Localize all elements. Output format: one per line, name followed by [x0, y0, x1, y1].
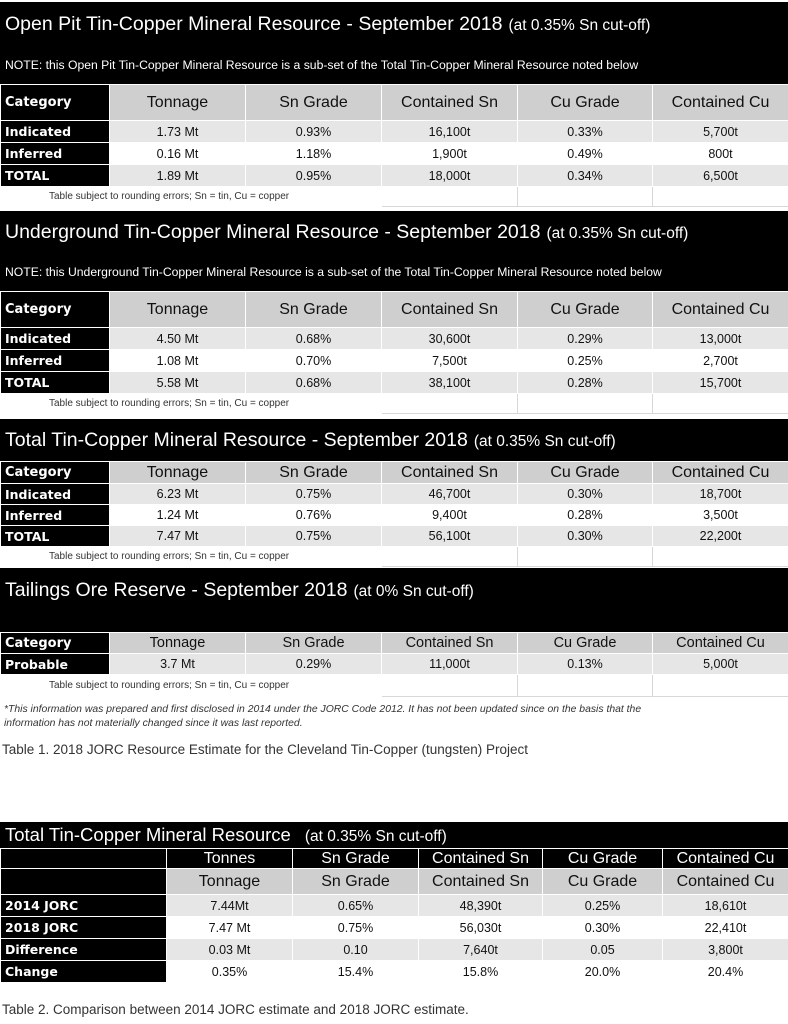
- header-row: [1, 85, 788, 121]
- cell-contained-sn: 16,100t: [382, 121, 518, 143]
- cell-contained-cu: 15,700t: [653, 372, 788, 394]
- footer-blank: [382, 547, 518, 567]
- table-row: [1, 328, 788, 350]
- cell-cu-grade: 0.13%: [518, 654, 653, 675]
- cell-contained-sn: 30,600t: [382, 328, 518, 350]
- section-cutoff: (at 0.35% Sn cut-off): [304, 828, 447, 845]
- row-category: TOTAL: [1, 165, 110, 187]
- header-row-top: [1, 849, 788, 869]
- rounding-note: Table subject to rounding errors; Sn = tin, Cu = copper: [1, 547, 382, 567]
- rounding-note: Table subject to rounding errors; Sn = tin, Cu = copper: [1, 394, 382, 414]
- row-category: TOTAL: [1, 372, 110, 394]
- cell-sn-grade: 0.95%: [246, 165, 382, 187]
- table-1-caption: Table 1. 2018 JORC Resource Estimate for the Cleveland Tin-Copper (tungsten) Project: [2, 742, 529, 757]
- comparison-title-bar: [0, 822, 788, 848]
- cell-contained-sn: 56,100t: [382, 526, 518, 547]
- table-row: [1, 121, 788, 143]
- cell-contained-sn: 56,030t: [419, 917, 543, 939]
- cell-tonnage: 0.16 Mt: [110, 143, 246, 165]
- cell-tonnage: 0.03 Mt: [167, 939, 293, 961]
- header-contained-cu: Contained Cu: [653, 462, 788, 484]
- cell-cu-grade: 0.30%: [518, 484, 653, 505]
- header-contained-sn: Contained Sn: [382, 292, 518, 328]
- header-row-sub: [1, 869, 788, 895]
- open-pit-note: [0, 46, 788, 84]
- header-row: [1, 292, 788, 328]
- cell-contained-cu: 22,200t: [653, 526, 788, 547]
- header-category: Category: [1, 85, 110, 121]
- disclaimer-line-1: *This information was prepared and first disclosed in 2014 under the JORC Code 2012. It has not been updated since on the basis that the: [4, 704, 642, 715]
- cell-tonnage: 7.44Mt: [167, 895, 293, 917]
- table-row: [1, 350, 788, 372]
- header-contained-cu: Contained Cu: [653, 292, 788, 328]
- header-sn-grade: Sn Grade: [246, 462, 382, 484]
- table-row: [1, 143, 788, 165]
- header-tonnes: Tonnes: [167, 849, 293, 869]
- cell-cu-grade: 0.05: [543, 939, 663, 961]
- cell-contained-sn: 38,100t: [382, 372, 518, 394]
- open-pit-table: [0, 84, 788, 207]
- underground-section: [0, 211, 788, 414]
- comparison-table: [0, 848, 788, 983]
- table-row: [1, 917, 788, 939]
- row-category: Inferred: [1, 505, 110, 526]
- cell-cu-grade: 0.33%: [518, 121, 653, 143]
- total-table: [0, 461, 788, 567]
- table-row: [1, 372, 788, 394]
- section-title: Total Tin-Copper Mineral Resource: [5, 824, 291, 845]
- header-category: Category: [1, 462, 110, 484]
- header-contained-sn: Contained Sn: [419, 849, 543, 869]
- cell-contained-cu: 5,700t: [653, 121, 788, 143]
- cell-contained-sn: 15.8%: [419, 961, 543, 983]
- cell-contained-sn: 18,000t: [382, 165, 518, 187]
- cell-sn-grade: 1.18%: [246, 143, 382, 165]
- cell-contained-sn: 11,000t: [382, 654, 518, 675]
- cell-contained-cu: 800t: [653, 143, 788, 165]
- cell-tonnage: 1.89 Mt: [110, 165, 246, 187]
- cell-sn-grade: 0.65%: [293, 895, 419, 917]
- table-row: [1, 895, 788, 917]
- footer-blank: [653, 675, 788, 697]
- header-tonnage: Tonnage: [110, 462, 246, 484]
- cell-sn-grade: 0.75%: [246, 484, 382, 505]
- header-blank: [1, 849, 167, 869]
- header-sn-grade: Sn Grade: [293, 869, 419, 895]
- table-row: [1, 484, 788, 505]
- cell-sn-grade: 0.70%: [246, 350, 382, 372]
- row-category: Indicated: [1, 121, 110, 143]
- cell-tonnage: 5.58 Mt: [110, 372, 246, 394]
- cell-tonnage: 0.35%: [167, 961, 293, 983]
- header-cu-grade: Cu Grade: [518, 462, 653, 484]
- header-tonnage: Tonnage: [110, 292, 246, 328]
- header-contained-cu: Contained Cu: [653, 85, 788, 121]
- disclaimer-line-2: information has not materially changed since it was last reported.: [4, 718, 303, 729]
- section-cutoff: (at 0.35% Sn cut-off): [508, 17, 651, 34]
- row-category: TOTAL: [1, 526, 110, 547]
- footer-blank: [518, 394, 653, 414]
- cell-cu-grade: 0.28%: [518, 505, 653, 526]
- header-contained-sn: Contained Sn: [382, 85, 518, 121]
- footer-blank: [653, 547, 788, 567]
- header-contained-cu: Contained Cu: [663, 849, 788, 869]
- cell-tonnage: 1.73 Mt: [110, 121, 246, 143]
- table-row: [1, 526, 788, 547]
- row-category: Indicated: [1, 484, 110, 505]
- disclaimer: [0, 703, 788, 731]
- header-cu-grade: Cu Grade: [518, 85, 653, 121]
- row-category: Inferred: [1, 143, 110, 165]
- cell-contained-cu: 20.4%: [663, 961, 788, 983]
- underground-note: [0, 253, 788, 291]
- row-category: Probable: [1, 654, 110, 675]
- cell-contained-cu: 6,500t: [653, 165, 788, 187]
- cell-tonnage: 1.24 Mt: [110, 505, 246, 526]
- header-sn-grade: Sn Grade: [246, 85, 382, 121]
- cell-contained-cu: 22,410t: [663, 917, 788, 939]
- cell-cu-grade: 0.49%: [518, 143, 653, 165]
- row-category: Indicated: [1, 328, 110, 350]
- header-row: [1, 462, 788, 484]
- section-title: Tailings Ore Reserve - September 2018: [5, 579, 348, 601]
- underground-table: [0, 291, 788, 414]
- header-contained-sn: Contained Sn: [382, 462, 518, 484]
- header-tonnage: Tonnage: [110, 85, 246, 121]
- cell-tonnage: 3.7 Mt: [110, 654, 246, 675]
- footer-row: [1, 187, 788, 207]
- header-cu-grade: Cu Grade: [518, 633, 653, 654]
- rounding-note: Table subject to rounding errors; Sn = tin, Cu = copper: [1, 675, 382, 697]
- section-title: Underground Tin-Copper Mineral Resource - September 2018: [5, 221, 541, 243]
- header-category: Category: [1, 633, 110, 654]
- footer-blank: [382, 675, 518, 697]
- cell-sn-grade: 0.68%: [246, 372, 382, 394]
- cell-cu-grade: 0.34%: [518, 165, 653, 187]
- cell-cu-grade: 0.29%: [518, 328, 653, 350]
- cell-sn-grade: 0.10: [293, 939, 419, 961]
- header-tonnage: Tonnage: [110, 633, 246, 654]
- footer-blank: [653, 394, 788, 414]
- cell-cu-grade: 0.25%: [543, 895, 663, 917]
- cell-sn-grade: 0.75%: [246, 526, 382, 547]
- section-title: Open Pit Tin-Copper Mineral Resource - September 2018: [5, 13, 503, 35]
- cell-tonnage: 1.08 Mt: [110, 350, 246, 372]
- header-blank: [1, 869, 167, 895]
- section-title: Total Tin-Copper Mineral Resource - September 2018: [5, 429, 468, 451]
- cell-sn-grade: 0.93%: [246, 121, 382, 143]
- open-pit-section: [0, 2, 788, 207]
- header-cu-grade: Cu Grade: [543, 869, 663, 895]
- tailings-table: [0, 632, 788, 697]
- header-cu-grade: Cu Grade: [518, 292, 653, 328]
- cell-contained-sn: 9,400t: [382, 505, 518, 526]
- cell-sn-grade: 15.4%: [293, 961, 419, 983]
- tailings-spacer-bar: [0, 610, 788, 632]
- cell-sn-grade: 0.29%: [246, 654, 382, 675]
- cell-cu-grade: 20.0%: [543, 961, 663, 983]
- footer-blank: [518, 547, 653, 567]
- header-cu-grade: Cu Grade: [543, 849, 663, 869]
- cell-tonnage: 7.47 Mt: [110, 526, 246, 547]
- open-pit-title-bar: [0, 2, 788, 46]
- footer-blank: [518, 675, 653, 697]
- table-row: [1, 505, 788, 526]
- header-contained-sn: Contained Sn: [419, 869, 543, 895]
- cell-contained-cu: 2,700t: [653, 350, 788, 372]
- header-category: Category: [1, 292, 110, 328]
- header-contained-cu: Contained Cu: [663, 869, 788, 895]
- cell-contained-cu: 18,610t: [663, 895, 788, 917]
- row-category: Change: [1, 961, 167, 983]
- cell-contained-sn: 7,640t: [419, 939, 543, 961]
- cell-tonnage: 6.23 Mt: [110, 484, 246, 505]
- row-category: 2014 JORC: [1, 895, 167, 917]
- header-contained-cu: Contained Cu: [653, 633, 788, 654]
- row-category: Inferred: [1, 350, 110, 372]
- header-sn-grade: Sn Grade: [246, 292, 382, 328]
- row-category: 2018 JORC: [1, 917, 167, 939]
- cell-contained-cu: 5,000t: [653, 654, 788, 675]
- cell-tonnage: 7.47 Mt: [167, 917, 293, 939]
- underground-title-bar: [0, 211, 788, 253]
- section-cutoff: (at 0% Sn cut-off): [353, 583, 474, 600]
- cell-cu-grade: 0.28%: [518, 372, 653, 394]
- footer-row: [1, 675, 788, 697]
- row-category: Difference: [1, 939, 167, 961]
- header-sn-grade: Sn Grade: [246, 633, 382, 654]
- footer-row: [1, 394, 788, 414]
- table-row: [1, 939, 788, 961]
- footer-blank: [382, 187, 518, 207]
- table-2-caption: Table 2. Comparison between 2014 JORC estimate and 2018 JORC estimate.: [2, 1002, 469, 1017]
- cell-sn-grade: 0.76%: [246, 505, 382, 526]
- table-row: [1, 654, 788, 675]
- cell-sn-grade: 0.75%: [293, 917, 419, 939]
- cell-contained-sn: 7,500t: [382, 350, 518, 372]
- footer-blank: [518, 187, 653, 207]
- header-tonnage: Tonnage: [167, 869, 293, 895]
- footer-blank: [653, 187, 788, 207]
- cell-tonnage: 4.50 Mt: [110, 328, 246, 350]
- header-sn-grade: Sn Grade: [293, 849, 419, 869]
- total-title-bar: [0, 419, 788, 461]
- total-section: [0, 419, 788, 567]
- header-contained-sn: Contained Sn: [382, 633, 518, 654]
- cell-cu-grade: 0.30%: [518, 526, 653, 547]
- cell-contained-cu: 13,000t: [653, 328, 788, 350]
- footer-row: [1, 547, 788, 567]
- cell-contained-sn: 48,390t: [419, 895, 543, 917]
- table-row: [1, 165, 788, 187]
- cell-contained-cu: 18,700t: [653, 484, 788, 505]
- cell-cu-grade: 0.30%: [543, 917, 663, 939]
- cell-contained-sn: 1,900t: [382, 143, 518, 165]
- cell-contained-cu: 3,800t: [663, 939, 788, 961]
- tailings-section: [0, 568, 788, 697]
- tailings-title-bar: [0, 568, 788, 610]
- cell-sn-grade: 0.68%: [246, 328, 382, 350]
- cell-contained-sn: 46,700t: [382, 484, 518, 505]
- rounding-note: Table subject to rounding errors; Sn = tin, Cu = copper: [1, 187, 382, 207]
- table-row: [1, 961, 788, 983]
- note-text: NOTE: this Open Pit Tin-Copper Mineral Resource is a sub-set of the Total Tin-Copper Mineral Resource noted below: [5, 58, 639, 72]
- cell-contained-cu: 3,500t: [653, 505, 788, 526]
- cell-cu-grade: 0.25%: [518, 350, 653, 372]
- comparison-section: [0, 822, 788, 983]
- footer-blank: [382, 394, 518, 414]
- header-row: [1, 633, 788, 654]
- section-cutoff: (at 0.35% Sn cut-off): [546, 225, 689, 242]
- section-cutoff: (at 0.35% Sn cut-off): [473, 433, 616, 450]
- note-text: NOTE: this Underground Tin-Copper Mineral Resource is a sub-set of the Total Tin-Copper Mineral Resource noted below: [5, 265, 662, 279]
